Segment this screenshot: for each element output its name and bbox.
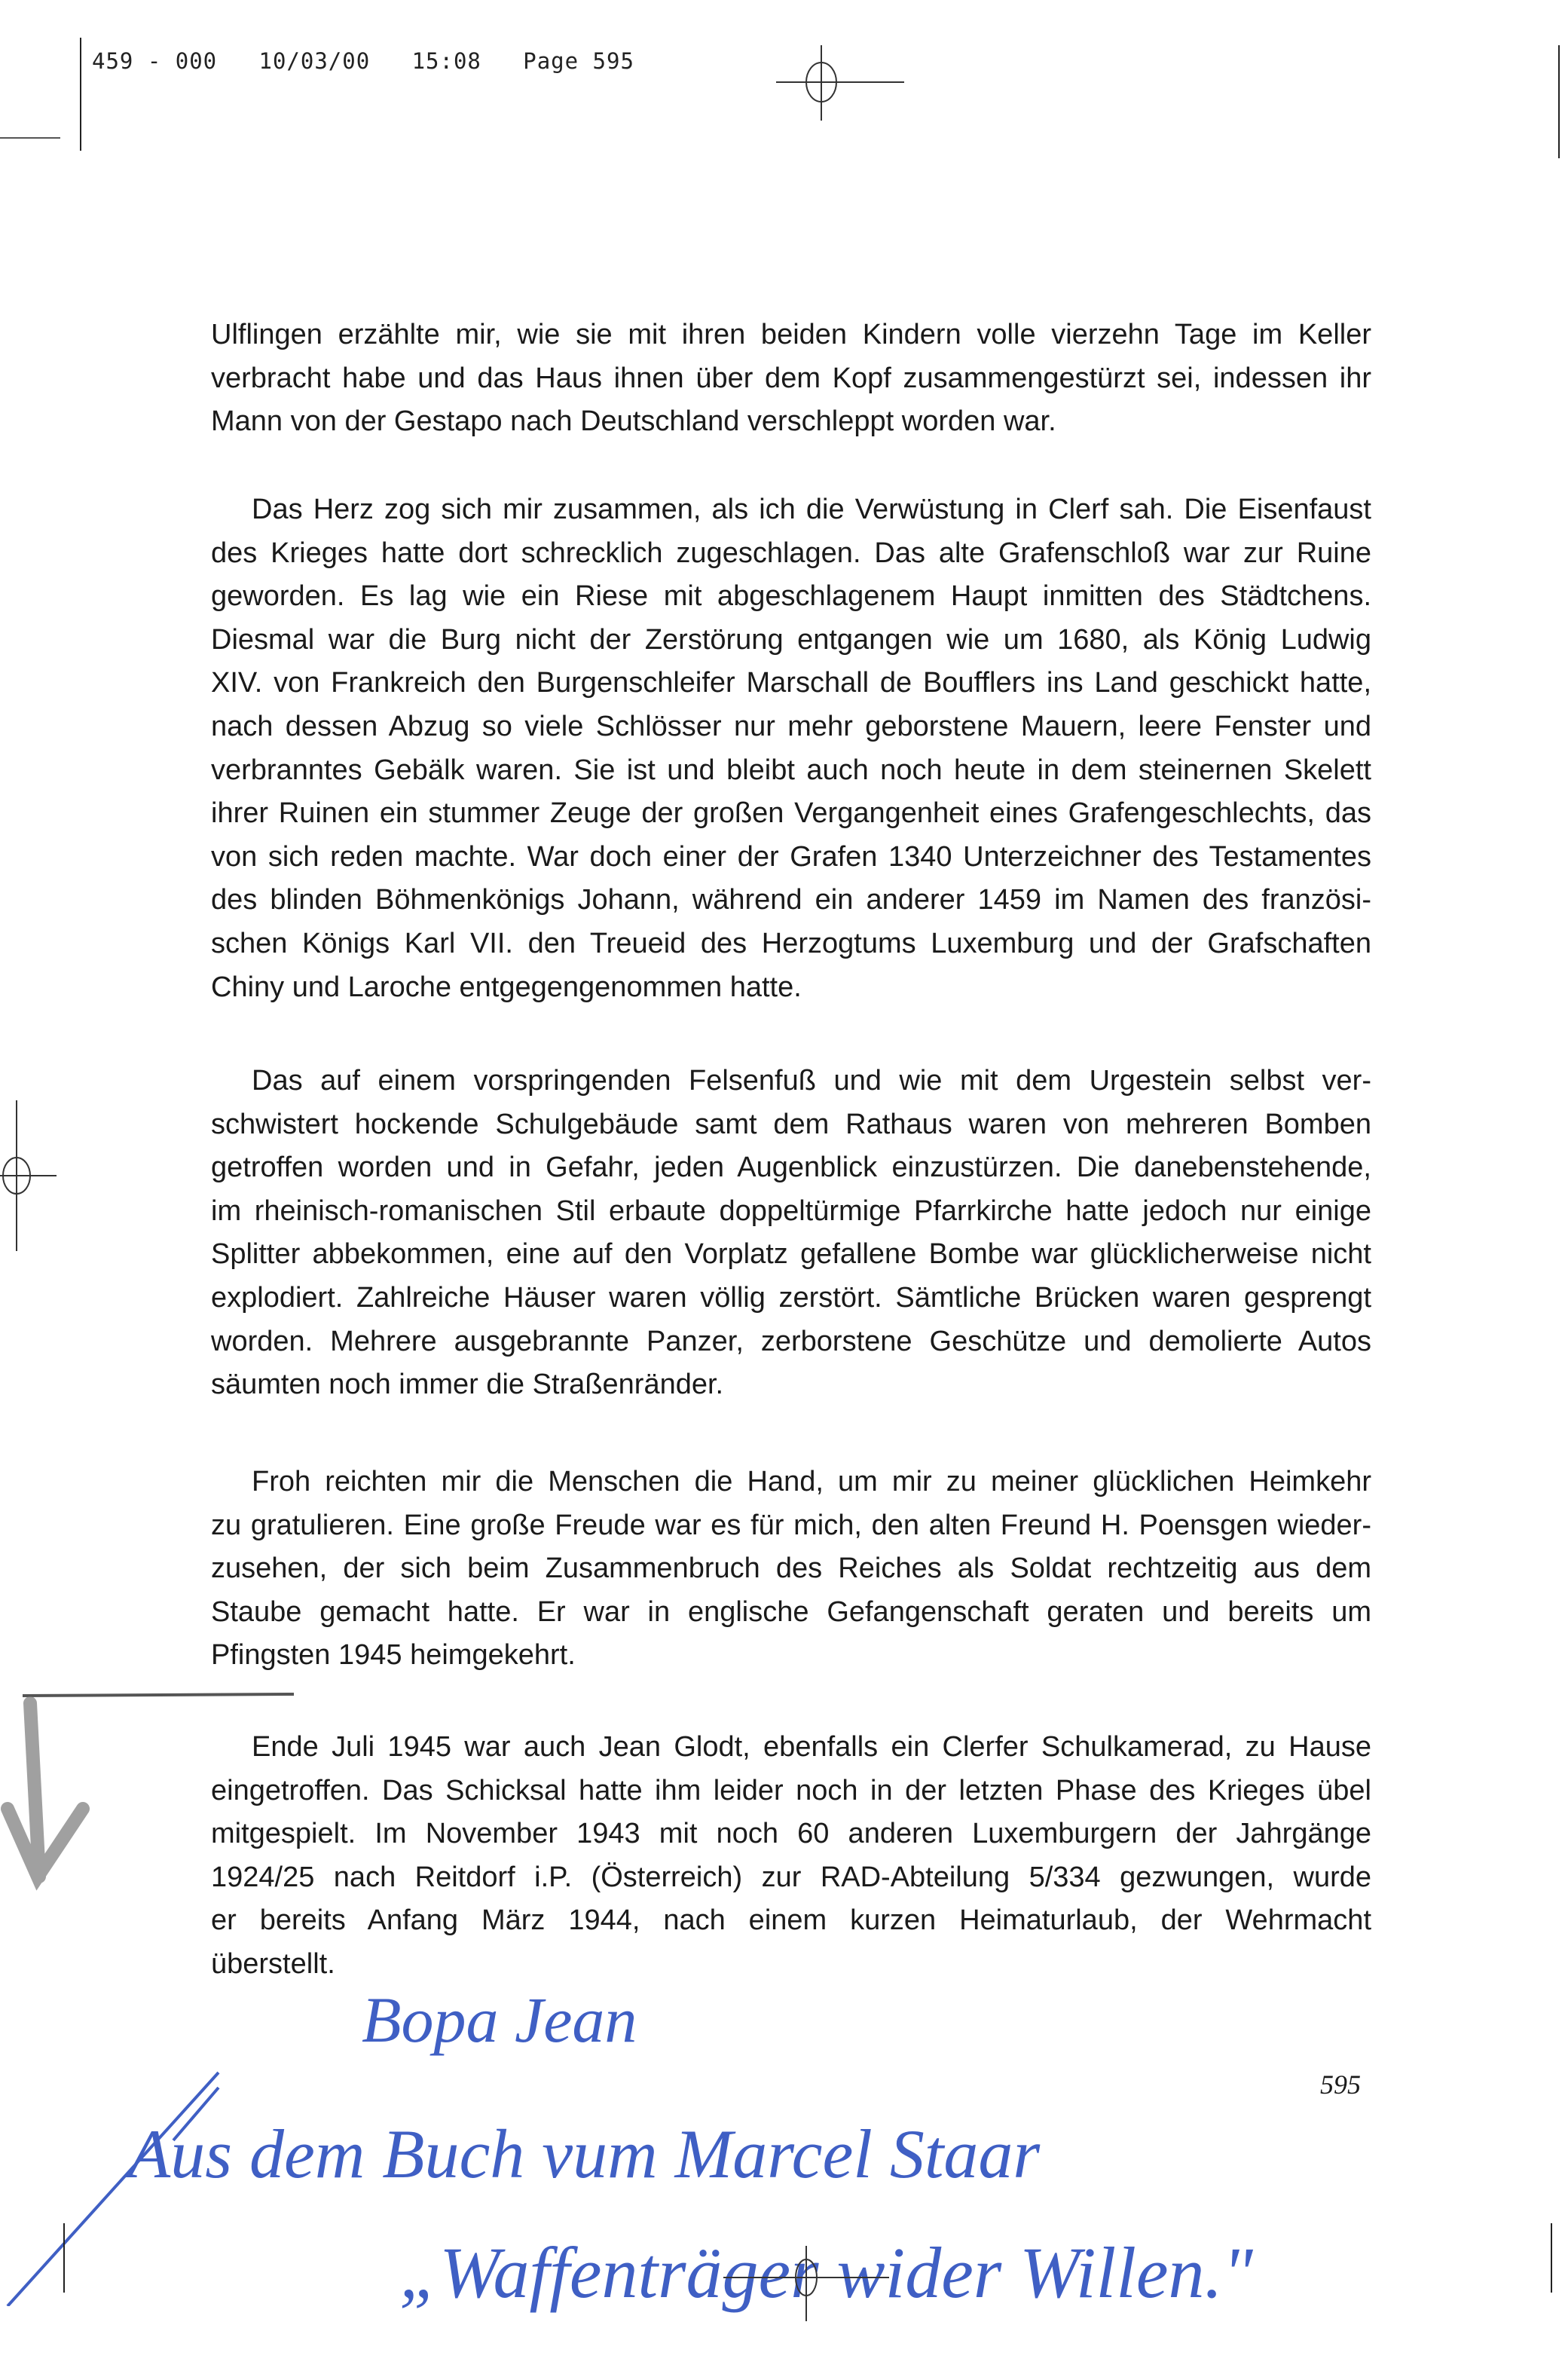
text-line: Das auf einem vorspringenden Felsenfuß und wie mit dem Urgestein selbst ver-	[252, 1065, 1371, 1097]
text-line: ihrer Ruinen ein stummer Zeuge der großen Vergangenheit eines Grafengeschlechts, das	[211, 797, 1371, 830]
registration-mark-left	[0, 1100, 60, 1251]
text-line: XIV. von Frankreich den Burgenschleifer Marschall de Boufflers ins Land geschickt hatte,	[211, 667, 1371, 699]
text-line: nach dessen Abzug so viele Schlösser nur mehr geborstene Mauern, leere Fenster und	[211, 710, 1371, 742]
text-line: worden. Mehrere ausgebrannte Panzer, zerborstene Geschütze und demolierte Autos	[211, 1325, 1371, 1357]
pencil-arrow-annotation	[0, 1681, 301, 1907]
registration-mark-bottom	[723, 2246, 889, 2321]
text-line: säumten noch immer die Straßenränder.	[211, 1369, 724, 1401]
text-line: geworden. Es lag wie ein Riese mit abgeschlagenem Haupt inmitten des Städtchens.	[211, 580, 1371, 613]
paragraph	[211, 1726, 1371, 1987]
text-line: Mann von der Gestapo nach Deutschland verschleppt worden war.	[211, 405, 1056, 438]
crop-mark-right-bottom	[1551, 2223, 1552, 2293]
text-line: des blinden Böhmenkönigs Johann, während ein anderer 1459 im Namen des französi-	[211, 884, 1371, 916]
text-line: explodiert. Zahlreiche Häuser waren völlig zerstört. Sämtliche Brücken waren gesprengt	[211, 1281, 1371, 1314]
text-line: Chiny und Laroche entgegengenommen hatte.	[211, 971, 802, 1003]
text-line: Splitter abbekommen, eine auf den Vorplatz gefallene Bombe war glücklicherweise nicht	[211, 1238, 1371, 1271]
paragraph	[211, 1060, 1371, 1407]
text-line: Staube gemacht hatte. Er war in englische Gefangenschaft geraten und bereits um	[211, 1595, 1371, 1628]
text-line: 1924/25 nach Reitdorf i.P. (Österreich) zur RAD-Abteilung 5/334 gezwungen, wurde	[211, 1861, 1371, 1893]
paragraph	[211, 1461, 1371, 1678]
text-line: eingetroffen. Das Schicksal hatte ihm leider noch in der letzten Phase des Krieges übel	[211, 1774, 1371, 1806]
text-line: mitgespielt. Im November 1943 mit noch 60 anderen Luxemburgern der Jahrgänge	[211, 1818, 1371, 1850]
text-line: Ende Juli 1945 war auch Jean Glodt, ebenfalls ein Clerfer Schulkamerad, zu Hause	[252, 1731, 1371, 1763]
handwritten-note-line1: Aus dem Buch vum Marcel Staar	[128, 2115, 1041, 2192]
text-line: getroffen worden und in Gefahr, jeden Augenblick einzustürzen. Die danebenstehende,	[211, 1152, 1371, 1184]
text-line: zusehen, der sich beim Zusammenbruch des Reiches als Soldat rechtzeitig aus dem	[211, 1553, 1371, 1585]
text-line: verbranntes Gebälk waren. Sie ist und bleibt auch noch heute in dem steinernen Skelett	[211, 754, 1371, 786]
text-line: Froh reichten mir die Menschen die Hand, um mir zu meiner glücklichen Heimkehr	[252, 1466, 1371, 1497]
crop-mark-top-left-rule	[0, 137, 60, 139]
crop-mark-left-bottom	[63, 2223, 65, 2293]
paragraph	[211, 314, 1371, 444]
text-line: des Krieges hatte dort schrecklich zugeschlagen. Das alte Grafenschloß war zur Ruine	[211, 537, 1371, 569]
text-line: Das Herz zog sich mir zusammen, als ich die Verwüstung in Clerf sah. Die Eisenfaust	[252, 494, 1371, 525]
registration-mark-top	[776, 45, 904, 121]
handwritten-note-line2: „Waffenträger wider Willen."	[399, 2232, 1253, 2313]
crop-mark-left-top	[80, 38, 81, 151]
text-line: überstellt.	[211, 1947, 335, 1980]
paragraph	[211, 488, 1371, 1009]
text-line: zu gratulieren. Eine große Freude war es für mich, den alten Freund H. Poensgen wieder-	[211, 1509, 1371, 1541]
print-slug: 459 - 000 10/03/00 15:08 Page 595	[92, 48, 634, 74]
text-line: im rheinisch-romanischen Stil erbaute doppeltürmige Pfarrkirche hatte jedoch nur einige	[211, 1195, 1371, 1227]
text-line: Ulflingen erzählte mir, wie sie mit ihren beiden Kindern volle vierzehn Tage im Keller	[211, 319, 1371, 350]
page-number: 595	[1320, 2069, 1361, 2100]
text-line: schwistert hockende Schulgebäude samt dem Rathaus waren von mehreren Bomben	[211, 1108, 1371, 1140]
handwritten-name: Bopa Jean	[362, 1984, 637, 2056]
text-line: er bereits Anfang März 1944, nach einem kurzen Heimaturlaub, der Wehrmacht	[211, 1904, 1371, 1937]
crop-mark-right-top	[1558, 45, 1560, 158]
text-line: von sich reden machte. War doch einer der Grafen 1340 Unterzeichner des Testamentes	[211, 840, 1371, 873]
text-line: Diesmal war die Burg nicht der Zerstörung entgangen wie um 1680, als König Ludwig	[211, 623, 1371, 656]
text-line: verbracht habe und das Haus ihnen über dem Kopf zusammengestürzt sei, indessen ihr	[211, 362, 1371, 394]
text-line: Pfingsten 1945 heimgekehrt.	[211, 1639, 576, 1672]
handwritten-slash-stroke	[0, 2065, 241, 2306]
text-line: schen Königs Karl VII. den Treueid des Herzogtums Luxemburg und der Grafschaften	[211, 927, 1371, 959]
